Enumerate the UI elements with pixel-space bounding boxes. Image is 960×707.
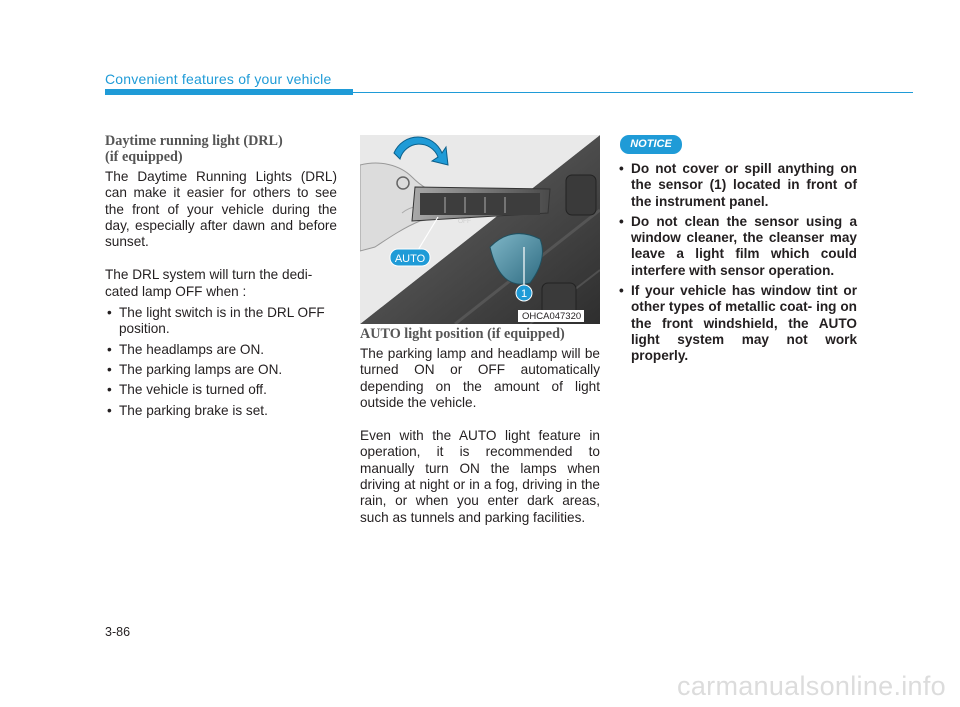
header-accent-bar xyxy=(105,89,353,95)
list-item: • The parking brake is set. xyxy=(105,403,337,419)
list-item: • Do not clean the sensor using a window cleaner, the cleanser may leave a light film which could interfere with sensor operation. xyxy=(617,214,857,279)
notice-badge: NOTICE xyxy=(620,135,682,154)
list-item: • The headlamps are ON. xyxy=(105,342,337,358)
drl-heading-line1: Daytime running light (DRL) xyxy=(105,133,283,149)
drl-heading xyxy=(105,133,337,165)
drl-conditions-list xyxy=(105,305,337,419)
page-number: 3-86 xyxy=(105,625,131,639)
notice-list xyxy=(617,161,857,365)
auto-label: AUTO xyxy=(394,253,426,265)
auto-light-paragraph-1: The parking lamp and headlamp will be turned ON or OFF automatically depending on the amount of light outside the vehicle. xyxy=(360,346,600,410)
drl-paragraph-2: The DRL system will turn the dedi- cated lamp OFF when : xyxy=(105,267,313,299)
list-item: • Do not cover or spill anything on the sensor (1) located in front of the instrument panel. xyxy=(617,161,857,210)
watermark: carmanualsonline.info xyxy=(677,671,946,701)
auto-light-heading: AUTO light position (if equipped) xyxy=(360,326,565,342)
auto-light-paragraph-2: Even with the AUTO light feature in operation, it is recommended to manually turn ON the lamps when driving at night or in a fog, driving in the rain, or when you enter dark areas, such as tunnels and parking facilities. xyxy=(360,428,600,525)
auto-light-svg xyxy=(360,135,600,324)
list-item: • The vehicle is turned off. xyxy=(105,382,337,398)
callout-1-label: 1 xyxy=(520,288,528,300)
list-item: • The parking lamps are ON. xyxy=(105,362,337,378)
list-item: • If your vehicle has window tint or other types of metallic coat- ing on the front windshield, the AUTO light system may not work properly. xyxy=(617,283,857,364)
drl-section xyxy=(105,133,337,423)
list-item: • The light switch is in the DRL OFF position. xyxy=(105,305,337,338)
drl-paragraph-1: The Daytime Running Lights (DRL) can make it easier for others to see the front of your vehicle during the day, especially after dawn and before sunset. xyxy=(105,169,337,250)
auto-light-section xyxy=(360,326,600,526)
drl-heading-line2: (if equipped) xyxy=(105,149,183,165)
section-title: Convenient features of your vehicle xyxy=(105,71,332,87)
auto-light-illustration xyxy=(360,135,600,324)
figure-code: OHCA047320 xyxy=(518,310,584,322)
off-label: OFF xyxy=(458,218,471,225)
header-rule xyxy=(353,92,913,93)
notice-section xyxy=(617,161,857,369)
